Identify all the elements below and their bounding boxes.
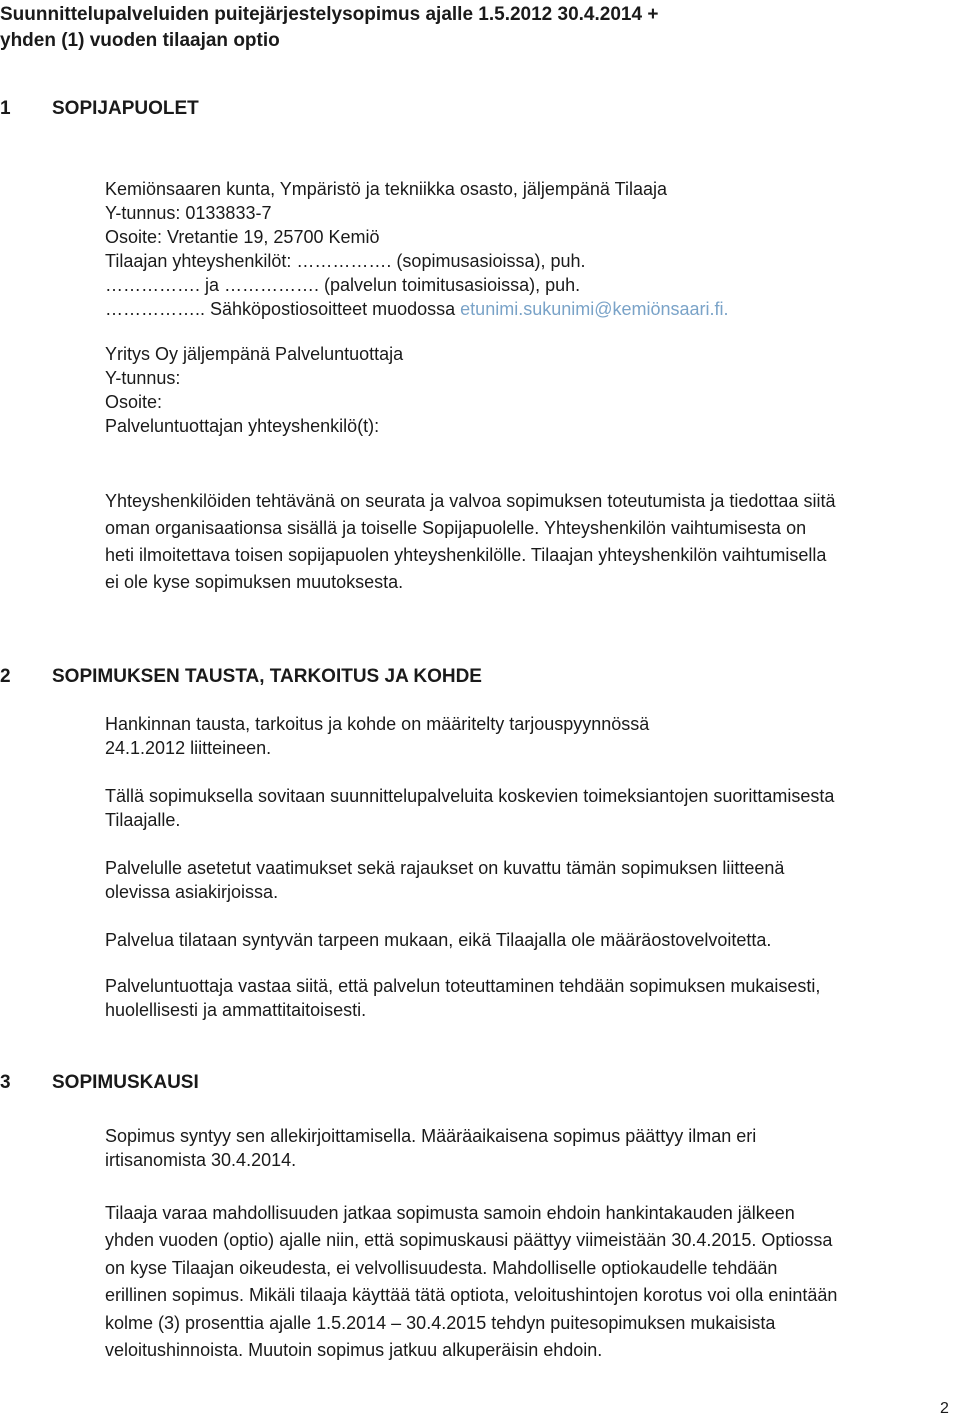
- paragraph-line: kolme (3) prosenttia ajalle 1.5.2014 – 30.4.2015 tehdyn puitesopimuksen mukaisista: [105, 1312, 776, 1333]
- palveluntuottaja-info: [105, 342, 950, 438]
- paragraph-line: Hankinnan tausta, tarkoitus ja kohde on määritelty tarjouspyynnössä: [105, 714, 650, 734]
- title-line-1: Suunnittelupalveluiden puitejärjestelysopimus ajalle 1.5.2012 30.4.2014 +: [0, 4, 659, 25]
- paragraph-line: Palvelua tilataan syntyvän tarpeen mukaan, eikä Tilaajalla ole määräostovelvoitetta.: [105, 930, 772, 950]
- paragraph-line: veloitushinnoista. Muutoin sopimus jatkuu alkuperäisin ehdoin.: [105, 1340, 603, 1361]
- paragraph-line: olevissa asiakirjoissa.: [105, 882, 279, 902]
- section-number: 1: [0, 98, 11, 119]
- section-3-heading: [0, 1070, 940, 1096]
- email-format-text: …………….. Sähköpostiosoitteet muodossa: [105, 299, 456, 319]
- tilaaja-line: Tilaajan yhteyshenkilöt: ……………. (sopimusasioissa), puh.: [105, 251, 586, 271]
- email-format-link[interactable]: etunimi.sukunimi@kemiönsaari.fi.: [460, 299, 729, 319]
- tilaaja-line: Kemiönsaaren kunta, Ympäristö ja tekniikka osasto, jäljempänä Tilaaja: [105, 179, 667, 199]
- tilaaja-info: [105, 177, 950, 321]
- tilaaja-line: [105, 297, 950, 321]
- paragraph-line: yhden vuoden (optio) ajalle niin, että sopimuskausi päättyy viimeistään 30.4.2015. Optiossa: [105, 1230, 833, 1251]
- tilaaja-line: Y-tunnus: 0133833-7: [105, 203, 272, 223]
- paragraph-line: 24.1.2012 liitteineen.: [105, 738, 272, 758]
- contact-person-paragraph: [105, 488, 950, 596]
- palveluntuottaja-line: Osoite:: [105, 392, 163, 412]
- section-number: 3: [0, 1072, 11, 1093]
- paragraph-line: heti ilmoitettava toisen sopijapuolen yhteyshenkilölle. Tilaajan yhteyshenkilön vaihtumisella: [105, 545, 827, 565]
- palveluntuottaja-line: Palveluntuottajan yhteyshenkilö(t):: [105, 416, 380, 436]
- paragraph-line: Palvelulle asetetut vaatimukset sekä rajaukset on kuvattu tämän sopimuksen liitteenä: [105, 858, 785, 878]
- paragraph-line: Palveluntuottaja vastaa siitä, että palvelun toteuttaminen tehdään sopimuksen mukaisesti,: [105, 976, 821, 996]
- section-2-paragraph-2: [105, 784, 950, 832]
- paragraph-line: Tilaaja varaa mahdollisuuden jatkaa sopimusta samoin ehdoin hankintakauden jälkeen: [105, 1203, 795, 1223]
- palveluntuottaja-line: Yritys Oy jäljempänä Palveluntuottaja: [105, 344, 404, 364]
- paragraph-line: huolellisesti ja ammattitaitoisesti.: [105, 1000, 367, 1020]
- section-title: SOPIMUSKAUSI: [52, 1072, 199, 1093]
- paragraph-line: on kyse Tilaajan oikeudesta, ei velvollisuudesta. Mahdolliselle optiokaudelle tehdään: [105, 1257, 778, 1278]
- paragraph-line: Tällä sopimuksella sovitaan suunnittelupalveluita koskevien toimeksiantojen suorittamisesta: [105, 786, 835, 806]
- paragraph-line: ei ole kyse sopimuksen muutoksesta.: [105, 572, 404, 592]
- tilaaja-line: Osoite: Vretantie 19, 25700 Kemiö: [105, 227, 380, 247]
- tilaaja-line: ……………. ja ……………. (palvelun toimitusasioissa), puh.: [105, 275, 581, 295]
- page-number: 2: [940, 1400, 949, 1417]
- paragraph-line: Tilaajalle.: [105, 810, 181, 830]
- paragraph-line: Yhteyshenkilöiden tehtävänä on seurata ja valvoa sopimuksen toteutumista ja tiedottaa siitä: [105, 491, 836, 511]
- section-2-heading: [0, 664, 940, 690]
- section-title: SOPIJAPUOLET: [52, 98, 199, 119]
- palveluntuottaja-line: Y-tunnus:: [105, 368, 181, 388]
- paragraph-line: Sopimus syntyy sen allekirjoittamisella. Määräaikaisena sopimus päättyy ilman eri: [105, 1126, 757, 1146]
- paragraph-line: irtisanomista 30.4.2014.: [105, 1150, 297, 1170]
- paragraph-line: oman organisaationsa sisällä ja toiselle Sopijapuolelle. Yhteyshenkilön vaihtumisesta on: [105, 518, 807, 538]
- section-number: 2: [0, 666, 11, 687]
- section-2-paragraph-5: [105, 974, 950, 1022]
- document-title: [0, 2, 940, 54]
- paragraph-line: erillinen sopimus. Mikäli tilaaja käyttää tätä optiota, veloitushintojen korotus voi olla enintään: [105, 1285, 838, 1306]
- section-3-paragraph-1: [105, 1124, 950, 1172]
- section-title: SOPIMUKSEN TAUSTA, TARKOITUS JA KOHDE: [52, 666, 482, 687]
- section-3-paragraph-2: [105, 1200, 950, 1364]
- title-line-2: yhden (1) vuoden tilaajan optio: [0, 30, 280, 51]
- section-2-paragraph-3: [105, 856, 950, 904]
- section-1-heading: [0, 96, 940, 122]
- section-2-paragraph-4: [105, 928, 950, 952]
- section-2-paragraph-1: [105, 712, 950, 760]
